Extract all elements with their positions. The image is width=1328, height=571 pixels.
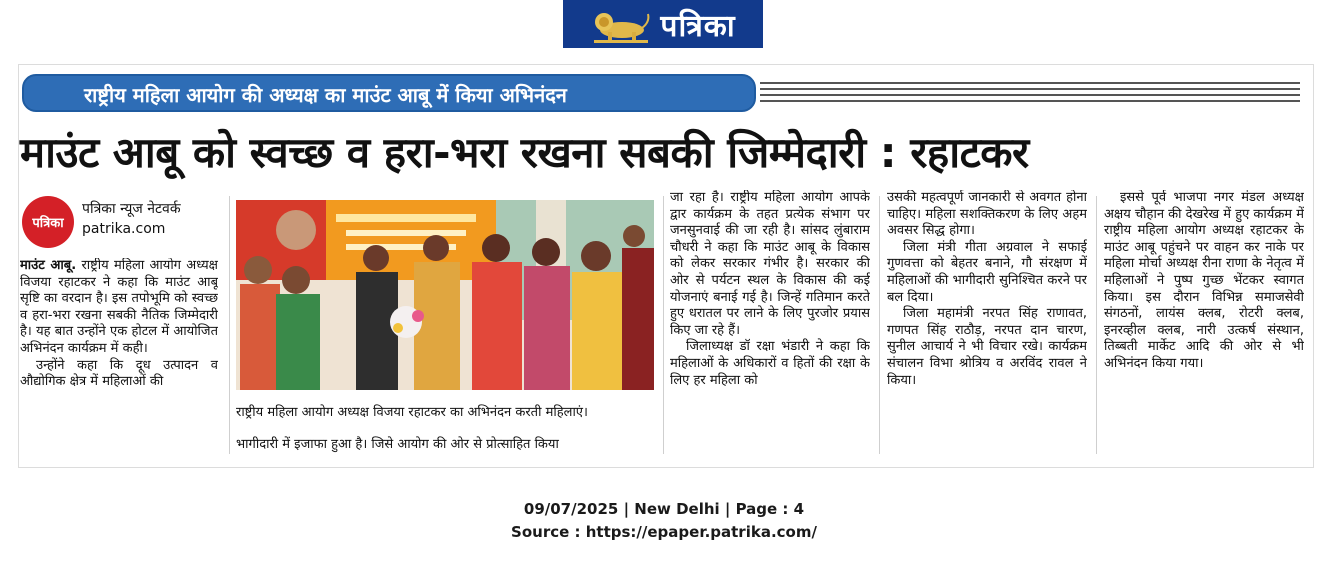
dateline: माउंट आबू. [20, 258, 77, 273]
paragraph: जिलाध्यक्ष डॉ रक्षा भंडारी ने कहा कि महिलाओं के अधिकारों व हितों की रक्षा के लिए हर महिला को [670, 339, 870, 388]
paragraph: इससे पूर्व भाजपा नगर मंडल अध्यक्ष अक्षय चौहान की देखरेख में हुए कार्यक्रम में राष्ट्रीय महिला आयोग अध्यक्ष रहाटकर के माउंट आबू पहुंचने पर वाहन कर नाके पर महिला मोर्चा अध्यक्ष रीना राणा के नेतृत्व में महिलाओं ने पुष्प गुच्छ भेंटकर स्वागत किया। इस दौरान विभिन्न समाजसेवी संगठनों, लायंस क्लब, रोटरी क्लब, इनरव्हील क्लब, नारी उत्कर्ष संस्थान, तिब्बती मार्केट आदि की ओर से भी अभिनंदन किया गया। [1104, 190, 1304, 371]
event-photo [236, 200, 654, 390]
article-column-5 [1104, 190, 1304, 454]
paragraph: जा रहा है। राष्ट्रीय महिला आयोग आपके द्वार कार्यक्रम के तहत प्रत्येक संभाग पर जनसुनवाई की जा रही है। सांसद लुंबाराम चौधरी ने कहा कि माउंट आबू के विकास को लेकर सरकार गंभीर है। सरकार की ओर से पर्यटन स्थल के विकास की कई योजनाएं बनाई गई है। जिन्हें गतिमान करते हुए धरातल पर लाने के लिए पुरजोर प्रयास किए जा रहे हैं। [670, 190, 870, 338]
paragraph-text: राष्ट्रीय महिला आयोग अध्यक्ष विजया रहाटकर ने कहा कि माउंट आबू सृष्टि का वरदान है। इस तपोभूमि को स्वच्छ व हरा-भरा रखना सबकी नैतिक जिम्मेदारी है। यह बात उन्होंने एक होटल में आयोजित अभिनंदन कार्यक्रम में कही। [20, 258, 218, 356]
lion-icon [590, 4, 652, 44]
photo-caption: राष्ट्रीय महिला आयोग अध्यक्ष विजया रहाटकर का अभिनंदन करती महिलाएं। [236, 405, 588, 420]
masthead [563, 0, 763, 48]
paragraph: उन्होंने कहा कि दूध उत्पादन व औद्योगिक क्षेत्र में महिलाओं की [20, 357, 218, 390]
article-column-3 [670, 190, 870, 454]
byline-site: patrika.com [82, 221, 166, 237]
article-column-1 [20, 258, 218, 454]
paragraph: जिला मंत्री गीता अग्रवाल ने सफाई गुणवत्ता को बेहतर बनाने, गौ संरक्षण में महिलाओं की भागीदारी सुनिश्चित करने पर बल दिया। [887, 239, 1087, 305]
paragraph [20, 258, 218, 358]
divider [760, 88, 1300, 90]
paragraph: जिला महामंत्री नरपत सिंह राणावत, गणपत सिंह राठौड़, नरपत दान चारण, सुनील आचार्य ने भी विचार रखे। कार्यक्रम संचालन विभा श्रोत्रिय व अरविंद रावल ने किया। [887, 306, 1087, 388]
column-divider [879, 196, 880, 454]
brand-name: पत्रिका [660, 8, 736, 44]
patrika-logo: पत्रिका [22, 196, 74, 248]
paragraph: भागीदारी में इजाफा हुआ है। जिसे आयोग की ओर से प्रोत्साहित किया [236, 437, 559, 452]
column-divider [229, 196, 230, 454]
divider [760, 94, 1300, 96]
byline-name: पत्रिका न्यूज नेटवर्क [82, 201, 181, 217]
column-divider [663, 196, 664, 454]
divider [760, 100, 1300, 102]
kicker-banner: राष्ट्रीय महिला आयोग की अध्यक्ष का माउंट आबू में किया अभिनंदन [22, 74, 756, 112]
headline: माउंट आबू को स्वच्छ व हरा-भरा रखना सबकी जिम्मेदारी : रहाटकर [20, 128, 1029, 177]
paragraph: उसकी महत्वपूर्ण जानकारी से अवगत होना चाहिए। महिला सशक्तिकरण के लिए अहम अवसर सिद्ध होगा। [887, 190, 1087, 239]
source-url: Source : https://epaper.patrika.com/ [511, 523, 817, 541]
photo-illustration [236, 200, 654, 390]
publication-info: 09/07/2025 | New Delhi | Page : 4 [523, 500, 805, 518]
divider [760, 82, 1300, 84]
column-divider [1096, 196, 1097, 454]
article-column-4 [887, 190, 1087, 454]
